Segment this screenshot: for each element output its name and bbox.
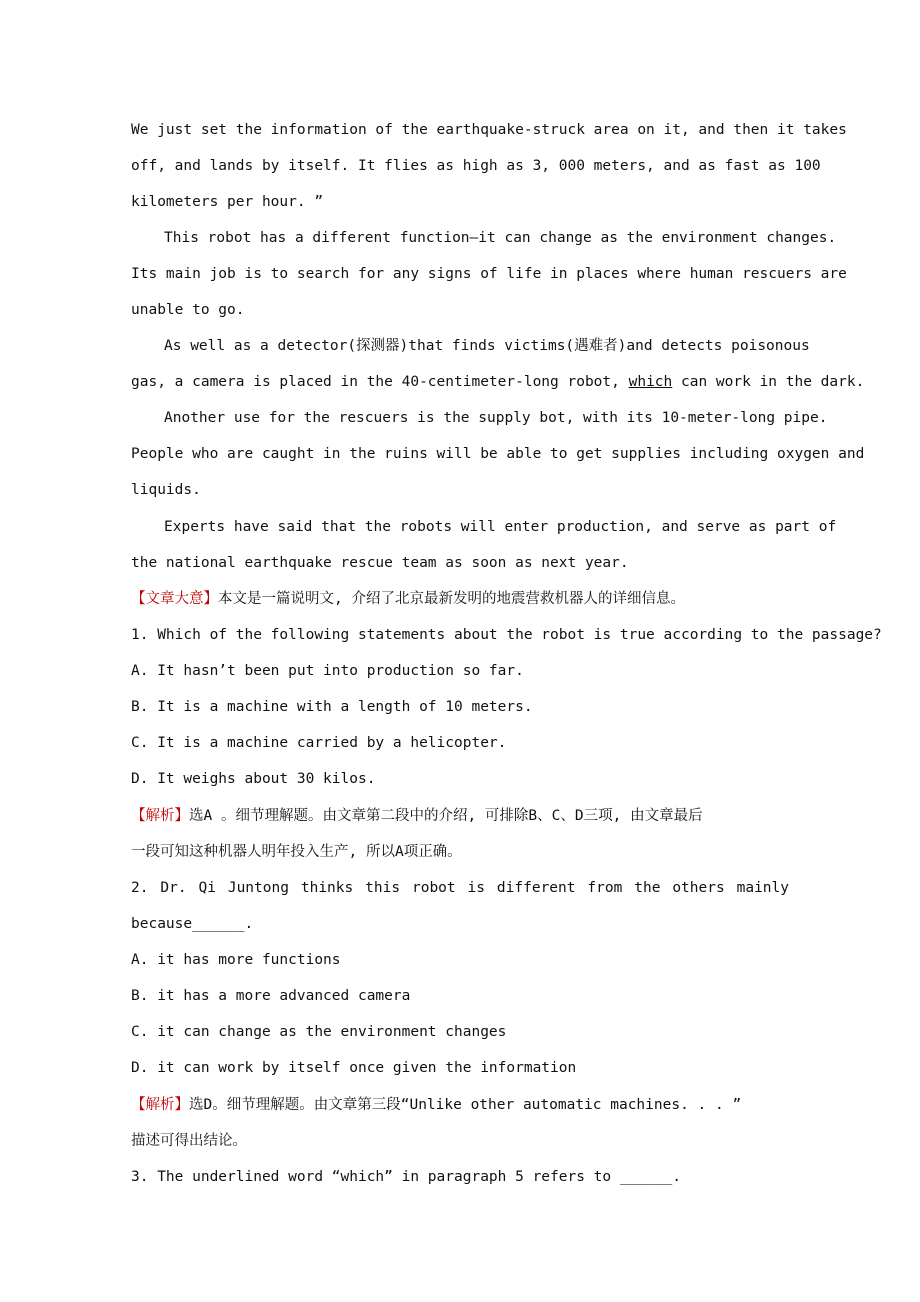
question-1-stem: 1. Which of the following statements about the robot is true according to the passage? — [131, 627, 882, 643]
explanation-tag: 【解析】 — [131, 808, 189, 824]
paragraph-line: unable to go. — [131, 302, 245, 318]
paragraph-line: Its main job is to search for any signs of life in places where human rescuers are — [131, 266, 847, 282]
question-2-explanation-cont: 描述可得出结论。 — [131, 1133, 247, 1149]
question-1-option-b: B. It is a machine with a length of 10 meters. — [131, 699, 533, 715]
question-2-option-d: D. it can work by itself once given the information — [131, 1060, 577, 1076]
passage-line: kilometers per hour. ” — [131, 194, 324, 210]
summary-tag: 【文章大意】 — [131, 591, 218, 607]
underlined-word: which — [628, 374, 673, 390]
explanation-text: 选A 。细节理解题。由文章第二段中的介绍, 可排除B、C、D三项, 由文章最后 — [189, 808, 703, 824]
question-2-stem-cont: because______. — [131, 916, 254, 932]
question-2-explanation — [131, 1095, 789, 1115]
passage-line: We just set the information of the earthquake-struck area on it, and then it takes — [131, 122, 847, 138]
question-1-option-d: D. It weighs about 30 kilos. — [131, 771, 376, 787]
paragraph-line: People who are caught in the ruins will be able to get supplies including oxygen and — [131, 446, 865, 462]
paragraph-line: Experts have said that the robots will enter production, and serve as part of — [164, 519, 837, 535]
summary-line — [131, 589, 789, 609]
paragraph-line-underline — [131, 372, 865, 392]
question-1-explanation-cont: 一段可知这种机器人明年投入生产, 所以A项正确。 — [131, 844, 462, 860]
passage-line: off, and lands by itself. It flies as high as 3, 000 meters, and as fast as 100 — [131, 158, 821, 174]
question-1-option-c: C. It is a machine carried by a helicopter. — [131, 735, 507, 751]
question-2-option-b: B. it has a more advanced camera — [131, 988, 411, 1004]
explanation-tag: 【解析】 — [131, 1097, 189, 1113]
paragraph-line: liquids. — [131, 482, 201, 498]
question-2-option-c: C. it can change as the environment changes — [131, 1024, 507, 1040]
summary-text: 本文是一篇说明文, 介绍了北京最新发明的地震营救机器人的详细信息。 — [218, 591, 685, 607]
question-2-stem: 2. Dr. Qi Juntong thinks this robot is different from the others mainly — [131, 880, 789, 896]
paragraph-line: This robot has a different function—it can change as the environment changes. — [164, 230, 837, 246]
question-2-option-a: A. it has more functions — [131, 952, 341, 968]
paragraph-line: the national earthquake rescue team as soon as next year. — [131, 555, 629, 571]
explanation-text: 选D。细节理解题。由文章第三段“Unlike other automatic machines. . . ” — [189, 1097, 742, 1113]
paragraph-line: Another use for the rescuers is the supply bot, with its 10-meter-long pipe. — [164, 410, 828, 426]
question-3-stem: 3. The underlined word “which” in paragraph 5 refers to ______. — [131, 1169, 681, 1185]
paragraph-line: As well as a detector(探测器)that finds victims(遇难者)and detects poisonous — [164, 338, 810, 354]
question-1-explanation — [131, 806, 789, 826]
paragraph-text: can work in the dark. — [672, 374, 865, 390]
paragraph-text: gas, a camera is placed in the 40-centimeter-long robot, — [131, 374, 629, 390]
question-1-option-a: A. It hasn’t been put into production so far. — [131, 663, 524, 679]
